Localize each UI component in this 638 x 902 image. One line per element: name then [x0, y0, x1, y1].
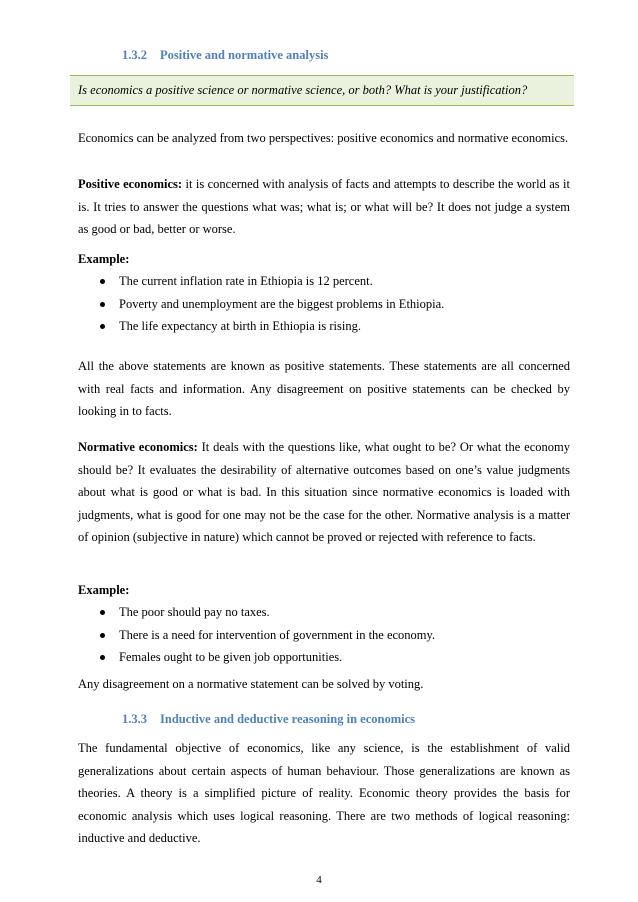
- example-label-2: Example:: [78, 583, 130, 597]
- list-item: The current inflation rate in Ethiopia is 12 percent.: [96, 270, 444, 293]
- bullet-icon: [100, 610, 105, 615]
- section-title: Positive and normative analysis: [160, 48, 329, 62]
- normative-economics-paragraph: [78, 436, 570, 549]
- bullet-icon: [100, 655, 105, 660]
- positive-economics-label: Positive economics:: [78, 177, 183, 191]
- bullet-icon: [100, 279, 105, 284]
- example-list-1: [96, 270, 444, 338]
- positive-economics-text: it is concerned with analysis of facts and attempts to describe the world as it is. It tries to answer the questions what was; what is; or what will be? It does not judge a system as good or bad, better or worse.: [78, 177, 571, 236]
- section-number: 1.3.2: [122, 48, 147, 62]
- example-list-2: [96, 601, 435, 669]
- positive-summary-paragraph: All the above statements are known as positive statements. These statements are all concerned with real facts and information. Any disagreement on positive statements can be checked by looking in to facts.: [78, 359, 570, 418]
- bullet-icon: [100, 633, 105, 638]
- list-item: Poverty and unemployment are the biggest problems in Ethiopia.: [96, 293, 444, 316]
- normative-economics-label: Normative economics:: [78, 440, 198, 454]
- section-number: 1.3.3: [122, 712, 147, 726]
- list-item: There is a need for intervention of government in the economy.: [96, 624, 435, 647]
- bullet-icon: [100, 324, 105, 329]
- example-label-1: Example:: [78, 252, 130, 266]
- page-number: 4: [316, 874, 322, 886]
- normative-economics-text: It deals with the questions like, what ought to be? Or what the economy should be? It evaluates the desirability of alternative outcomes based on one’s value judgments about what is good or what is bad. In this situation since normative economics is loaded with judgments, what is good for one may not be the case for the other. Normative analysis is a matter of opinion (subjective in nature) which cannot be proved or rejected with reference to facts.: [78, 440, 570, 544]
- list-item: The poor should pay no taxes.: [96, 601, 435, 624]
- section-heading-1-3-3: [122, 712, 415, 727]
- bullet-icon: [100, 302, 105, 307]
- list-item: The life expectancy at birth in Ethiopia is rising.: [96, 315, 444, 338]
- reasoning-paragraph: The fundamental objective of economics, like any science, is the establishment of valid generalizations about certain aspects of human behaviour. Those generalizations are known as theories. A theory is a simplified picture of reality. Economic theory provides the basis for economic analysis which uses logical reasoning. There are two methods of logical reasoning: inductive and deductive.: [78, 741, 570, 845]
- normative-summary-paragraph: Any disagreement on a normative statement can be solved by voting.: [78, 677, 424, 691]
- section-title: Inductive and deductive reasoning in economics: [160, 712, 415, 726]
- list-item: Females ought to be given job opportunities.: [96, 646, 435, 669]
- question-text: Is economics a positive science or normative science, or both? What is your justification?: [78, 83, 528, 97]
- positive-economics-paragraph: [78, 173, 570, 241]
- intro-paragraph: Economics can be analyzed from two perspectives: positive economics and normative economics.: [78, 131, 569, 145]
- question-box: [70, 75, 574, 106]
- section-heading-1-3-2: [122, 48, 328, 63]
